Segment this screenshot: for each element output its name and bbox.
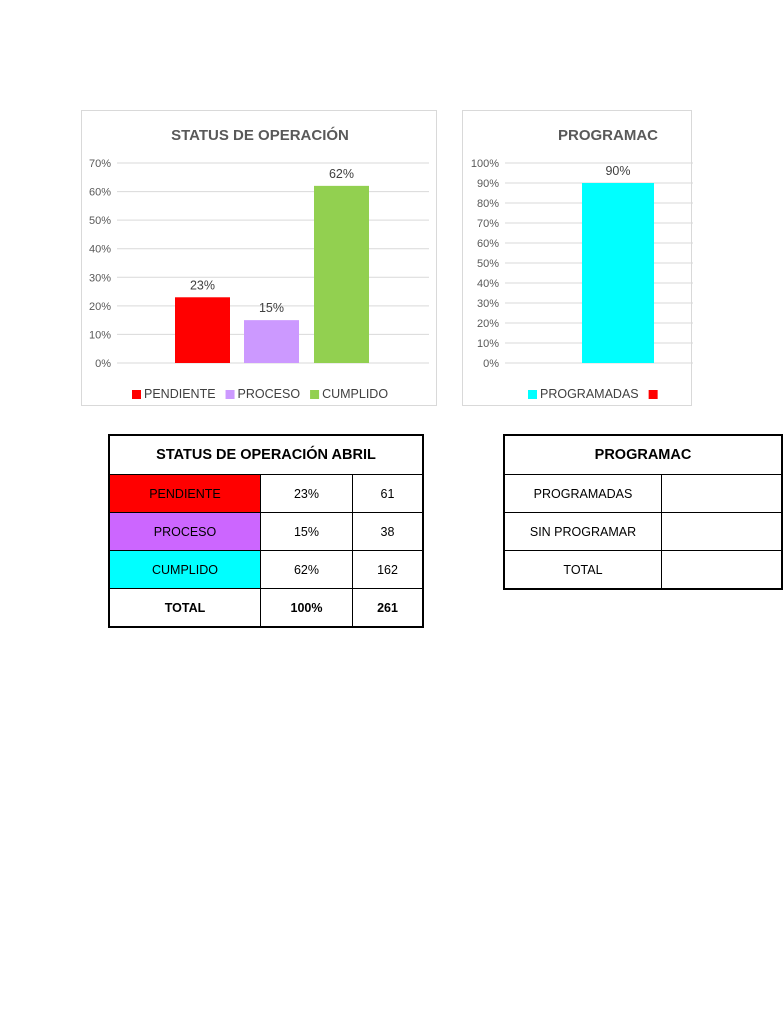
y-tick-label: 20% xyxy=(88,300,111,313)
bar-pendiente xyxy=(175,297,230,363)
y-tick-label: 20% xyxy=(476,318,499,330)
table-row xyxy=(109,475,423,513)
y-tick-label: 60% xyxy=(88,186,111,199)
row-pct: 15% xyxy=(261,513,353,551)
status-chart-svg xyxy=(82,111,438,407)
legend-swatch xyxy=(528,390,537,399)
legend-swatch xyxy=(132,390,141,399)
table-row xyxy=(504,551,782,590)
y-tick-label: 30% xyxy=(476,298,499,310)
legend-swatch xyxy=(310,390,319,399)
programacion-chart-svg xyxy=(463,111,693,407)
data-label: 15% xyxy=(258,301,285,316)
y-tick-label: 0% xyxy=(95,358,111,370)
row-pct: 62% xyxy=(261,551,353,589)
status-chart xyxy=(81,110,437,406)
chart-title: STATUS DE OPERACIÓN xyxy=(171,127,349,144)
row-count: 38 xyxy=(353,513,424,551)
y-tick-label: 50% xyxy=(476,258,499,270)
y-tick-label: 40% xyxy=(88,243,111,256)
row-value xyxy=(662,551,783,590)
row-label-cumplido: CUMPLIDO xyxy=(109,551,261,589)
row-label-proceso: PROCESO xyxy=(109,513,261,551)
programacion-table xyxy=(503,434,783,590)
row-pct: 23% xyxy=(261,475,353,513)
y-tick-label: 50% xyxy=(88,215,111,228)
y-tick-label: 70% xyxy=(476,218,499,230)
bar-programadas xyxy=(582,183,654,363)
table-row xyxy=(504,475,782,513)
status-table-title: STATUS DE OPERACIÓN ABRIL xyxy=(109,435,423,475)
data-label: 90% xyxy=(605,164,631,178)
y-tick-label: 60% xyxy=(476,238,499,250)
programacion-table-title: PROGRAMAC xyxy=(504,435,782,475)
legend-swatch xyxy=(226,390,235,399)
data-label: 62% xyxy=(328,166,355,181)
y-tick-label: 10% xyxy=(88,329,111,342)
row-label-programadas: PROGRAMADAS xyxy=(504,475,662,513)
bar-proceso xyxy=(244,320,299,363)
bar-cumplido xyxy=(314,186,369,363)
y-tick-label: 70% xyxy=(88,158,111,170)
chart-title: PROGRAMAC xyxy=(558,127,658,144)
table-row xyxy=(109,513,423,551)
row-value xyxy=(662,513,783,551)
row-label-pendiente: PENDIENTE xyxy=(109,475,261,513)
row-count: 61 xyxy=(353,475,424,513)
legend-label: CUMPLIDO xyxy=(322,387,389,401)
row-label-total: TOTAL xyxy=(504,551,662,590)
legend-label: PENDIENTE xyxy=(144,387,216,401)
legend-swatch xyxy=(649,390,658,399)
programacion-chart xyxy=(462,110,692,406)
legend-label: PROGRAMADAS xyxy=(540,387,639,401)
total-count: 261 xyxy=(353,589,424,628)
table-row xyxy=(504,513,782,551)
y-tick-label: 30% xyxy=(88,272,111,285)
y-tick-label: 90% xyxy=(476,178,499,190)
y-tick-label: 0% xyxy=(483,358,499,370)
row-value xyxy=(662,475,783,513)
y-tick-label: 80% xyxy=(476,198,499,210)
row-label-sin-programar: SIN PROGRAMAR xyxy=(504,513,662,551)
legend-label: PROCESO xyxy=(237,387,301,401)
y-tick-label: 40% xyxy=(476,278,499,290)
table-row-total xyxy=(109,589,423,628)
row-count: 162 xyxy=(353,551,424,589)
total-pct: 100% xyxy=(261,589,353,628)
table-row xyxy=(109,551,423,589)
data-label: 23% xyxy=(189,278,216,293)
total-label: TOTAL xyxy=(109,589,261,628)
status-table xyxy=(108,434,424,628)
y-tick-label: 100% xyxy=(470,158,499,170)
y-tick-label: 10% xyxy=(476,338,499,350)
